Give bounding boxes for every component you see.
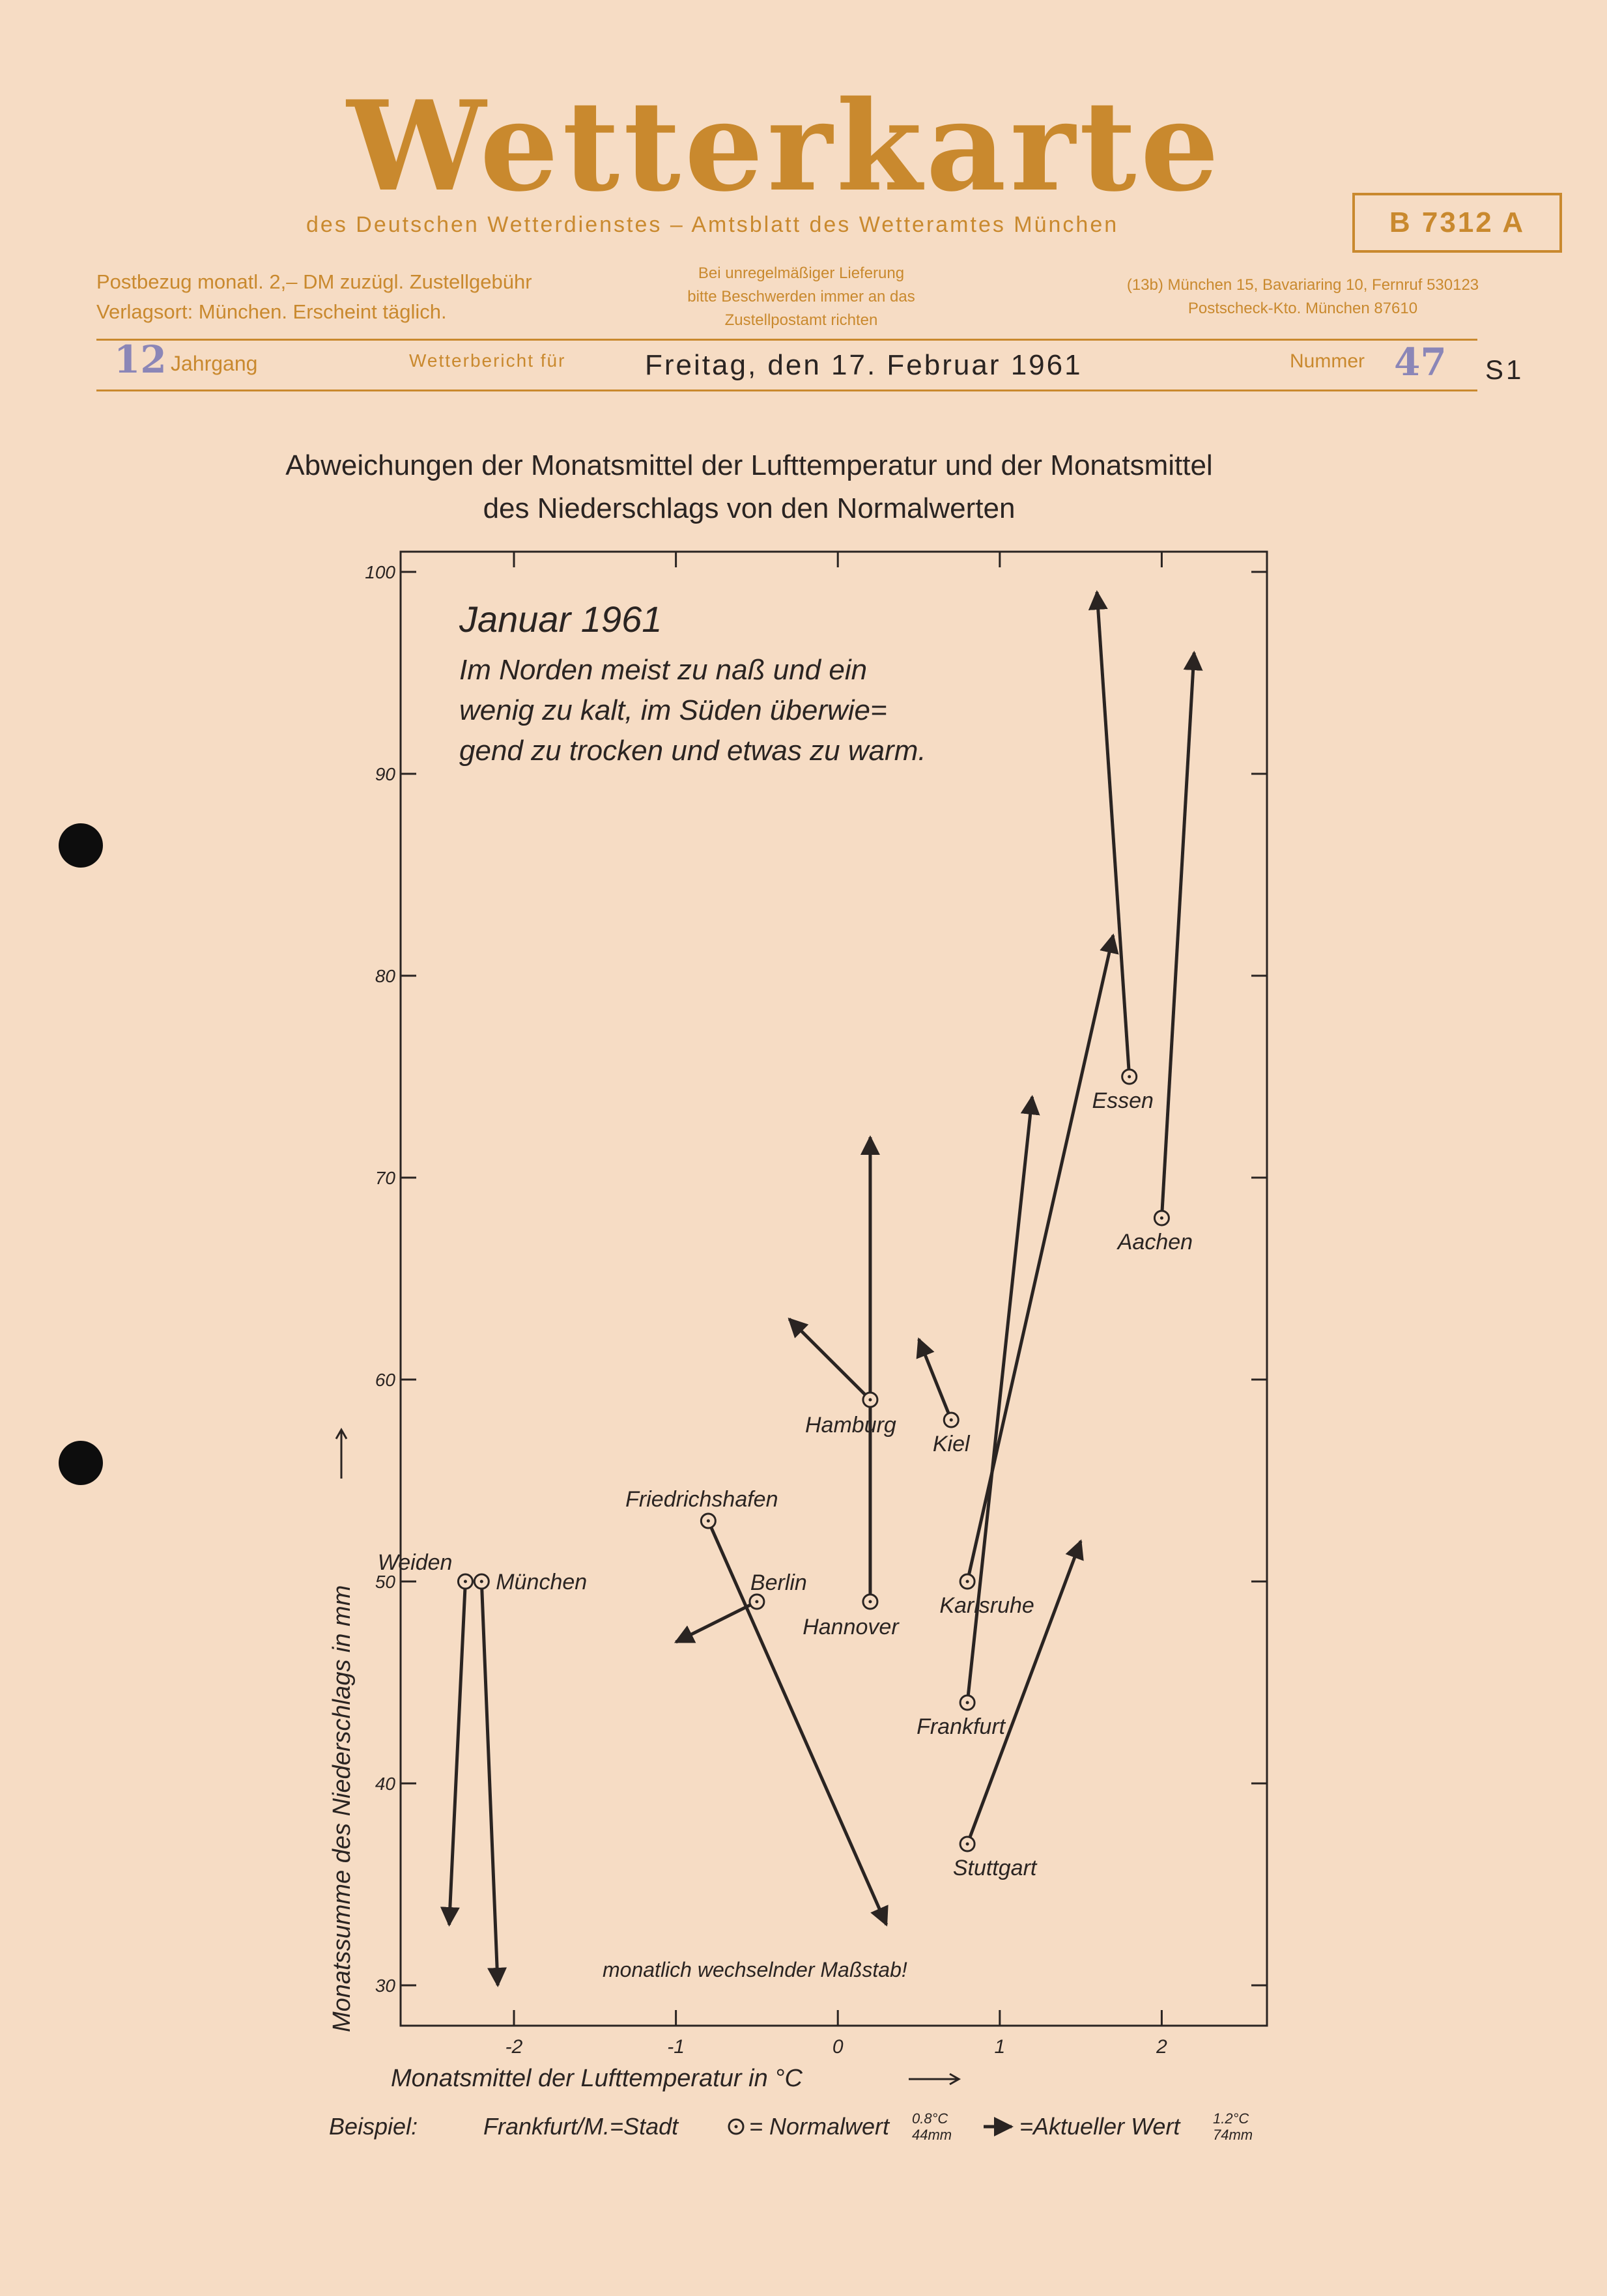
station-label: Essen bbox=[1092, 1088, 1154, 1113]
normal-value-dot bbox=[950, 1419, 953, 1422]
deviation-arrow bbox=[967, 1541, 1081, 1844]
station-label: Karlsruhe bbox=[939, 1593, 1034, 1618]
normal-value-dot bbox=[480, 1580, 483, 1583]
x-tick-label: -1 bbox=[667, 2036, 685, 2058]
number-label: Nummer bbox=[1290, 350, 1365, 372]
y-tick-label: 50 bbox=[375, 1572, 395, 1592]
y-axis-direction-arrow bbox=[336, 1430, 347, 1479]
scale-note: monatlich wechselnder Maßstab! bbox=[603, 1958, 907, 1981]
address-line: Postscheck-Kto. München 87610 bbox=[1187, 300, 1418, 317]
annotation-line: Im Norden meist zu naß und ein bbox=[459, 654, 868, 686]
normal-value-dot bbox=[755, 1600, 758, 1604]
normal-value-dot bbox=[868, 1600, 872, 1604]
legend-actual-rain: 74mm bbox=[1213, 2127, 1253, 2143]
deviation-arrow bbox=[676, 1602, 757, 1642]
report-for-label: Wetterbericht für bbox=[409, 350, 566, 371]
deviation-arrow bbox=[1097, 592, 1130, 1077]
legend-actual-temp: 1.2°C bbox=[1213, 2110, 1249, 2127]
postbezug-text: Postbezug monatl. 2,– DM zuzügl. Zustellgebühr bbox=[96, 270, 532, 293]
legend-normal-label: = Normalwert bbox=[749, 2113, 890, 2140]
masthead-subtitle: des Deutschen Wetterdienstes – Amtsblatt des Wetteramtes München bbox=[306, 212, 1119, 237]
legend-normal-symbol-dot bbox=[735, 2125, 738, 2129]
normal-value-dot bbox=[868, 1398, 872, 1402]
station-label: Aachen bbox=[1117, 1230, 1193, 1254]
x-tick-label: 0 bbox=[832, 2036, 844, 2058]
y-tick-label: 100 bbox=[365, 562, 395, 582]
legend-normal-rain: 44mm bbox=[912, 2127, 952, 2143]
volume-number-stamp: 12 bbox=[114, 337, 167, 382]
station-label: Stuttgart bbox=[952, 1856, 1037, 1880]
legend-prefix: Beispiel: bbox=[329, 2113, 418, 2140]
chart-title-line-1: Abweichungen der Monatsmittel der Lufttemperatur und der Monatsmittel bbox=[285, 449, 1213, 481]
y-axis-label: Monatssumme des Niederschlags in mm bbox=[328, 1585, 356, 2032]
station-label: Berlin bbox=[750, 1570, 807, 1595]
delivery-line: Zustellpostamt richten bbox=[724, 311, 878, 329]
x-axis-direction-arrow bbox=[909, 2074, 959, 2084]
verlagsort-text: Verlagsort: München. Erscheint täglich. bbox=[96, 300, 447, 323]
y-tick-label: 90 bbox=[375, 764, 395, 784]
legend-actual-label: =Aktueller Wert bbox=[1019, 2113, 1180, 2140]
y-tick-label: 40 bbox=[375, 1774, 395, 1794]
chart-title-line-2: des Niederschlags von den Normalwerten bbox=[483, 492, 1016, 524]
normal-value-dot bbox=[1128, 1075, 1131, 1079]
normal-value-dot bbox=[966, 1580, 969, 1583]
issue-number-stamp: 47 bbox=[1394, 340, 1447, 384]
normal-value-dot bbox=[966, 1701, 969, 1705]
volume-label: Jahrgang bbox=[171, 352, 258, 375]
station-label: Frankfurt bbox=[917, 1714, 1006, 1739]
normal-value-dot bbox=[1160, 1217, 1163, 1220]
station-label: Friedrichshafen bbox=[625, 1487, 778, 1512]
deviation-arrow bbox=[449, 1581, 466, 1925]
annotation-line: gend zu trocken und etwas zu warm. bbox=[459, 735, 926, 767]
station-label: Kiel bbox=[932, 1432, 970, 1456]
x-tick-label: -2 bbox=[505, 2036, 523, 2058]
legend-station: Frankfurt/M.=Stadt bbox=[483, 2113, 679, 2140]
y-tick-label: 30 bbox=[375, 1976, 395, 1996]
station-label: Weiden bbox=[377, 1550, 453, 1575]
deviation-arrow bbox=[789, 1319, 870, 1400]
station-label: Hamburg bbox=[805, 1413, 896, 1438]
issue-date: Freitag, den 17. Februar 1961 bbox=[645, 349, 1083, 381]
deviation-arrow bbox=[481, 1581, 498, 1985]
deviation-arrow bbox=[919, 1339, 952, 1420]
delivery-line: bitte Beschwerden immer an das bbox=[687, 288, 915, 305]
issue-number-suffix: S1 bbox=[1485, 354, 1524, 385]
station-label: München bbox=[496, 1570, 588, 1594]
annotation-title: Januar 1961 bbox=[459, 599, 662, 640]
issue-code-box: B 7312 A bbox=[1352, 193, 1562, 253]
delivery-line: Bei unregelmäßiger Lieferung bbox=[698, 264, 905, 282]
y-tick-label: 60 bbox=[375, 1370, 395, 1390]
normal-value-dot bbox=[464, 1580, 467, 1583]
deviation-arrow bbox=[1161, 653, 1194, 1218]
x-tick-label: 1 bbox=[994, 2036, 1006, 2058]
annotation-line: wenig zu kalt, im Süden überwie= bbox=[459, 694, 887, 726]
masthead-title: Wetterkarte bbox=[347, 74, 1223, 219]
y-tick-label: 80 bbox=[375, 966, 395, 986]
station-label: Hannover bbox=[803, 1615, 899, 1639]
legend-normal-temp: 0.8°C bbox=[912, 2110, 948, 2127]
normal-value-dot bbox=[966, 1843, 969, 1846]
x-tick-label: 2 bbox=[1156, 2036, 1167, 2058]
y-tick-label: 70 bbox=[375, 1168, 395, 1188]
x-axis-label: Monatsmittel der Lufttemperatur in °C bbox=[391, 2065, 803, 2092]
normal-value-dot bbox=[707, 1520, 710, 1523]
address-line: (13b) München 15, Bavariaring 10, Fernruf 530123 bbox=[1126, 276, 1479, 294]
